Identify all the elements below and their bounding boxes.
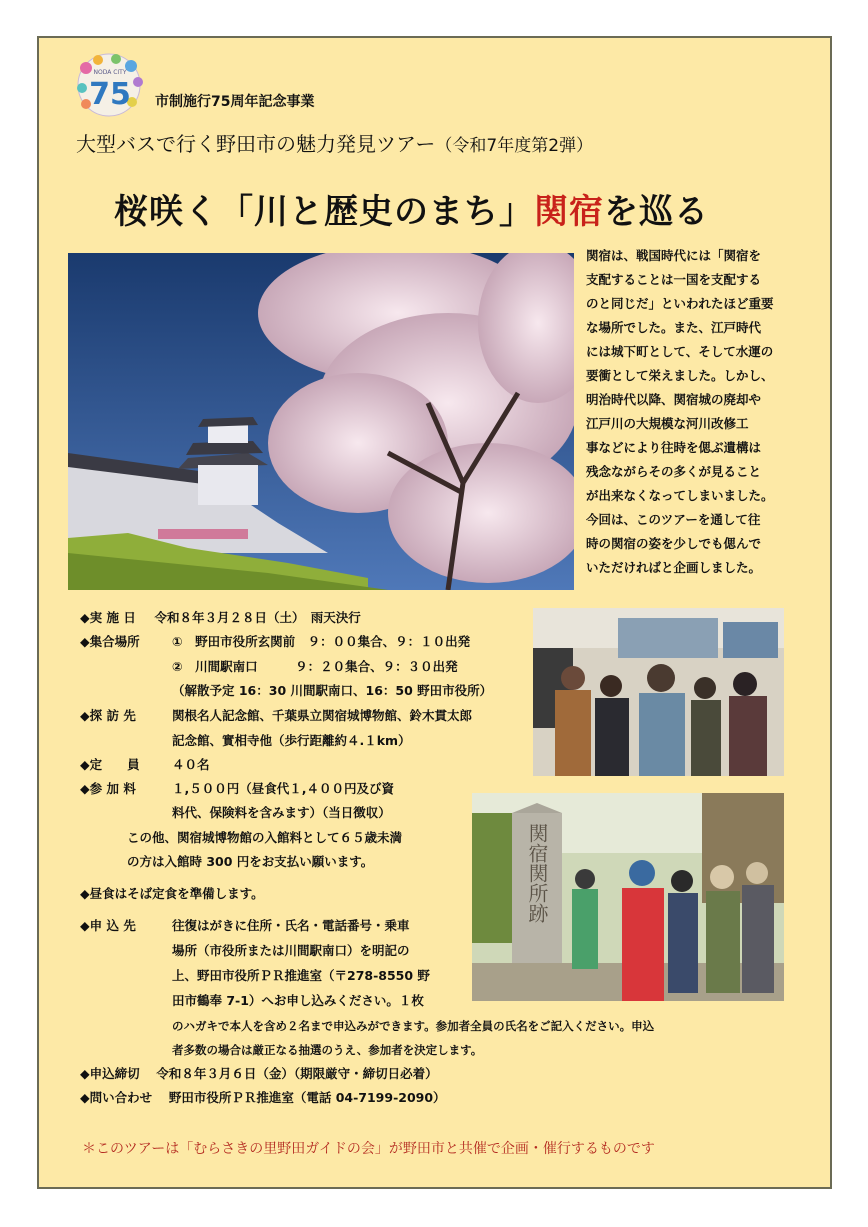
intro-line: には城下町として、そして水運の	[586, 344, 774, 359]
intro-line: のと同じだ」といわれたほど重要	[586, 296, 774, 311]
subtitle-main: 大型バスで行く野田市の魅力発見ツアー	[76, 132, 436, 156]
intro-line: 今回は、このツアーを通して往	[586, 512, 761, 527]
title-part2: を巡る	[604, 192, 709, 232]
deadline-label: ◆申込締切	[80, 1066, 140, 1081]
intro-line: 関宿は、戦国時代には「関宿を	[586, 248, 762, 263]
intro-line: 時の関宿の姿を少しでも偲んで	[586, 536, 762, 551]
date-row	[80, 608, 361, 628]
title-part1: 桜咲く「川と歴史のまち」	[114, 192, 534, 232]
intro-line: 明治時代以降、関宿城の廃却や	[586, 392, 762, 407]
organizer-note: ＊このツアーは「むらさきの里野田ガイドの会」が野田市と共催で企画・催行するものです	[82, 1141, 655, 1157]
intro-line: 事などにより往時を偲ぶ遺構は	[586, 440, 762, 455]
capacity-value: ４０名	[172, 757, 210, 772]
fee-line-2: 料代、保険料を含みます）（当日徴収）	[172, 805, 391, 820]
intro-line: が出来なくなってしまいました。	[586, 488, 774, 503]
intro-line: いただければと企画しました。	[586, 560, 762, 575]
contact-row	[80, 1088, 446, 1108]
visit-label: ◆探 訪 先	[80, 708, 136, 723]
intro-line: な場所でした。また、江戸時代	[586, 320, 762, 335]
intro-line: 要衝として栄えました。しかし、	[586, 368, 774, 383]
apply-label: ◆申 込 先	[80, 918, 136, 933]
tour-subtitle	[76, 128, 593, 157]
page-title	[114, 184, 709, 233]
contact-value: 野田市役所ＰＲ推進室（電話 04-7199-2090）	[168, 1090, 446, 1105]
intro-line: 残念ながらその多くが見ること	[586, 464, 762, 479]
apply-line-4: 田市鶴奉 7-1）へお申し込みください。１枚	[172, 993, 424, 1008]
deadline-row	[80, 1064, 438, 1084]
subtitle-paren: （令和7年度第2弾）	[435, 136, 594, 156]
fee-line-4: の方は入館時 300 円をお支払い願います。	[127, 854, 374, 869]
fee-line-1: １,５００円（昼食代１,４００円及び資	[172, 781, 394, 796]
title-red: 関宿	[534, 192, 604, 232]
svg-text:NODA CITY: NODA CITY	[93, 69, 127, 76]
fee-line-3: この他、関宿城博物館の入館料として６５歳未満	[127, 830, 403, 845]
date-label: ◆実 施 日	[80, 610, 136, 625]
museum-group-photo	[533, 608, 784, 776]
fee-label: ◆参 加 料	[80, 781, 136, 796]
apply-line-3: 上、野田市役所ＰＲ推進室（〒278-8550 野	[172, 968, 430, 983]
apply-line-1: 往復はがきに住所・氏名・電話番号・乗車	[172, 918, 410, 933]
deadline-value: 令和８年３月６日（金）（期限厳守・締切日必着）	[156, 1066, 438, 1081]
castle-cherry-photo	[68, 253, 574, 590]
anniversary-label: 市制施行75周年記念事業	[155, 94, 315, 110]
monument-inscription: 関宿関所跡	[525, 823, 549, 923]
intro-line: 支配することは一国を支配する	[586, 272, 762, 287]
date-value: 令和８年３月２８日（土） 雨天決行	[154, 610, 361, 625]
checkpoint-monument-photo	[472, 793, 784, 1001]
meet-label: ◆集合場所	[80, 634, 140, 649]
visit-line-2: 記念館、實相寺他（歩行距離約４.１km）	[172, 733, 411, 748]
apply-line-6: 者多数の場合は厳正なる抽選のうえ、参加者を決定します。	[172, 1043, 483, 1057]
anniversary-logo	[72, 52, 150, 118]
meet-line-2: ② 川間駅南口 ９：２０集合、９：３０出発	[172, 659, 458, 674]
lunch-note: ◆昼食はそば定食を準備します。	[80, 886, 264, 901]
intro-line: 江戸川の大規模な河川改修工	[586, 416, 749, 431]
visit-line-1: 関根名人記念館、千葉県立関宿城博物館、鈴木貫太郎	[172, 708, 473, 723]
intro-text	[586, 244, 804, 580]
svg-text:75: 75	[89, 77, 131, 112]
contact-label: ◆問い合わせ	[80, 1090, 153, 1105]
apply-line-2: 場所（市役所または川間駅南口）を明記の	[172, 943, 410, 958]
meet-note: （解散予定 16：30 川間駅南口、16：50 野田市役所）	[172, 683, 493, 698]
capacity-label: ◆定 員	[80, 757, 140, 772]
apply-line-5: のハガキで本人を含め２名まで申込みができます。参加者全員の氏名をご記入ください。申込	[172, 1019, 655, 1033]
meet-line-1: ① 野田市役所玄関前 ９：００集合、９：１０出発	[172, 634, 471, 649]
